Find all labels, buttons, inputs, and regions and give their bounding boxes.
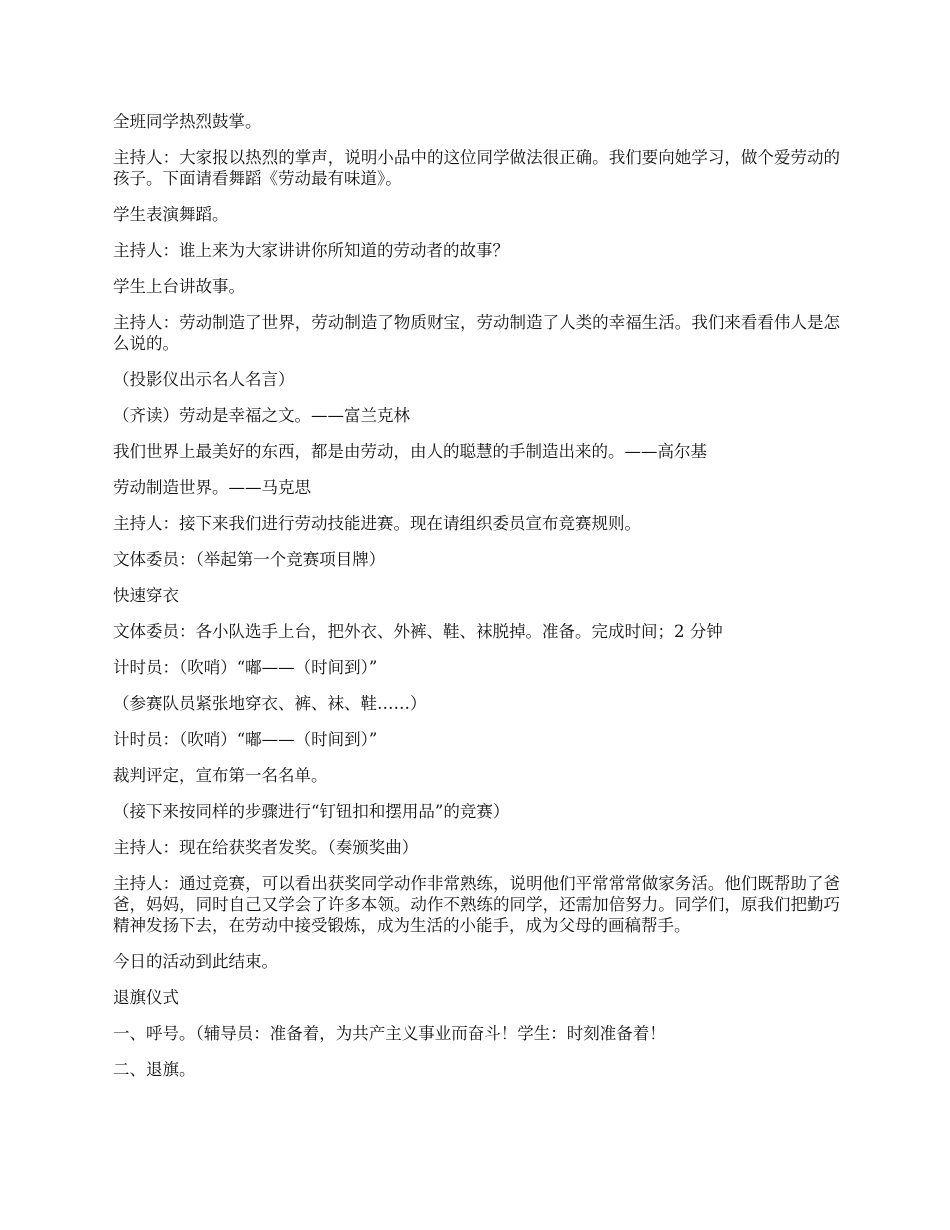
paragraph: 二、退旗。 (113, 1060, 196, 1079)
paragraph: 主持人：劳动制造了世界，劳动制造了物质财宝，劳动制造了人类的幸福生活。我们来看看伟人是怎么说的。 (113, 313, 840, 353)
paragraph: 文体委员：各小队选手上台，把外衣、外裤、鞋、袜脱掉。准备。完成时间；2 分钟 (113, 622, 723, 641)
paragraph: 计时员：（吹哨）“嘟——（时间到）” (113, 658, 378, 677)
paragraph: 学生表演舞蹈。 (113, 205, 229, 224)
paragraph: 主持人：通过竞赛，可以看出获奖同学动作非常熟练，说明他们平常常常做家务活。他们既帮助了爸爸，妈妈，同时自己又学会了许多本领。动作不熟练的同学，还需加倍努力。同学们，原我们把勤巧精神发扬下去，在劳动中接受锻炼，成为生活的小能手，成为父母的画稿帮手。 (113, 874, 840, 935)
paragraph: 文体委员：（举起第一个竞赛项目牌） (113, 550, 386, 569)
paragraph: （接下来按同样的步骤进行“钉钮扣和摆用品”的竞赛） (113, 802, 510, 821)
paragraph: 主持人：大家报以热烈的掌声，说明小品中的这位同学做法很正确。我们要向她学习，做个爱劳动的孩子。下面请看舞蹈《劳动最有味道》。 (113, 148, 840, 188)
paragraph: 主持人：谁上来为大家讲讲你所知道的劳动者的故事？ (113, 241, 509, 260)
paragraph: （投影仪出示名人名言） (113, 370, 295, 389)
paragraph: （参赛队员紧张地穿衣、裤、袜、鞋……） (113, 694, 427, 713)
paragraph: 裁判评定，宣布第一名名单。 (113, 766, 328, 785)
paragraph: 今日的活动到此结束。 (113, 952, 278, 971)
paragraph: 劳动制造世界。——马克思 (113, 478, 311, 497)
paragraph: 一、呼号。（辅导员：准备着，为共产主义事业而奋斗！学生：时刻准备着！ (113, 1024, 666, 1043)
paragraph: 我们世界上最美好的东西，都是由劳动，由人的聪慧的手制造出来的。——高尔基 (113, 442, 707, 461)
paragraph: 全班同学热烈鼓掌。 (113, 112, 262, 131)
paragraph: 学生上台讲故事。 (113, 277, 245, 296)
paragraph: 计时员：（吹哨）“嘟——（时间到）” (113, 730, 378, 749)
paragraph: 主持人：接下来我们进行劳动技能进赛。现在请组织委员宣布竞赛规则。 (113, 514, 641, 533)
paragraph: 快速穿衣 (113, 586, 179, 605)
paragraph: 主持人：现在给获奖者发奖。（奏颁奖曲） (113, 838, 419, 857)
paragraph: 退旗仪式 (113, 988, 179, 1007)
paragraph: （齐读）劳动是幸福之文。——富兰克林 (113, 406, 410, 425)
